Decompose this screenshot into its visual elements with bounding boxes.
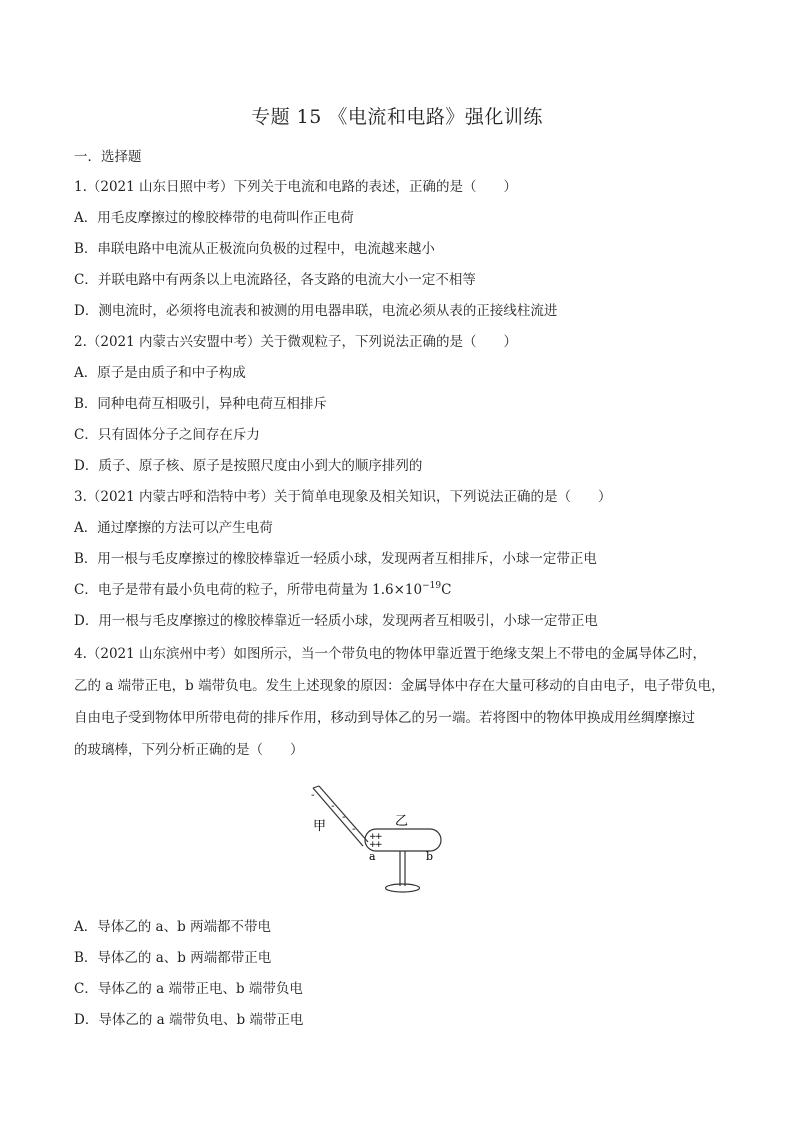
- charge-induction-diagram: [305, 784, 455, 899]
- q3-option-c-exponent: −19: [422, 581, 442, 591]
- rod-minus-2: -: [331, 801, 335, 812]
- q4-option-d: D．导体乙的 a 端带负电、b 端带正电: [74, 1012, 304, 1028]
- plus-3: +: [369, 840, 377, 850]
- label-jia: 甲: [313, 819, 327, 834]
- q3-option-c-text: C．电子是带有最小负电荷的粒子，所带电荷量为 1.6×10: [74, 582, 423, 598]
- plus-2: +: [375, 832, 383, 842]
- q1-option-a: A．用毛皮摩擦过的橡胶棒带的电荷叫作正电荷: [74, 210, 354, 226]
- q4-stem-line-3: 自由电子受到物体甲所带电荷的排斥作用，移动到导体乙的另一端。若将图中的物体甲换成用丝绸摩擦过: [74, 710, 695, 726]
- q3-option-c-unit: C: [441, 582, 452, 598]
- q2-option-a: A．原子是由质子和中子构成: [74, 365, 246, 381]
- q4-option-a: A．导体乙的 a、b 两端都不带电: [74, 919, 272, 935]
- label-b: b: [426, 850, 434, 863]
- rod-jia: [313, 786, 368, 846]
- q4-stem-line-1: 4.（2021 山东滨州中考）如图所示，当一个带负电的物体甲靠近置于绝缘支架上不带电的金属导体乙时，: [74, 646, 707, 662]
- page-title: 专题 15 《电流和电路》强化训练: [251, 106, 543, 128]
- q2-stem: 2.（2021 内蒙古兴安盟中考）关于微观粒子，下列说法正确的是（ ）: [74, 334, 518, 350]
- rod-minus-4: -: [352, 824, 356, 835]
- q1-option-b: B．串联电路中电流从正极流向负极的过程中，电流越来越小: [74, 241, 435, 257]
- q3-option-c: [74, 578, 451, 598]
- rod-minus-1: -: [311, 790, 315, 801]
- q1-stem: 1.（2021 山东日照中考）下列关于电流和电路的表述，正确的是（ ）: [74, 179, 518, 195]
- q1-option-c: C．并联电路中有两条以上电流路径，各支路的电流大小一定不相等: [74, 272, 476, 288]
- q3-option-d: D．用一根与毛皮摩擦过的橡胶棒靠近一轻质小球，发现两者互相吸引，小球一定带正电: [74, 613, 598, 629]
- q4-option-b: B．导体乙的 a、b 两端都带正电: [74, 950, 272, 966]
- q2-option-c: C．只有固体分子之间存在斥力: [74, 427, 260, 443]
- label-a: a: [369, 850, 376, 863]
- q4-stem-line-4: 的玻璃棒，下列分析正确的是（ ）: [74, 742, 304, 758]
- q1-option-d: D．测电流时，必须将电流表和被测的用电器串联，电流必须从表的正接线柱流进: [74, 303, 558, 319]
- section-heading: 一．选择题: [74, 149, 142, 165]
- q3-stem: 3.（2021 内蒙古呼和浩特中考）关于简单电现象及相关知识，下列说法正确的是（ ）: [74, 489, 612, 505]
- label-yi: 乙: [395, 814, 409, 829]
- q4-stem-line-2: 乙的 a 端带正电，b 端带负电。发生上述现象的原因：金属导体中存在大量可移动的自由电子，电子带负电，: [74, 678, 725, 694]
- insulating-stand: [386, 851, 420, 892]
- plus-4: +: [375, 840, 383, 850]
- q2-option-b: B．同种电荷互相吸引，异种电荷互相排斥: [74, 396, 327, 412]
- q4-option-c: C．导体乙的 a 端带正电、b 端带负电: [74, 981, 303, 997]
- q4-figure: [305, 784, 455, 899]
- rod-minus-3: -: [342, 812, 346, 823]
- q3-option-b: B．用一根与毛皮摩擦过的橡胶棒靠近一轻质小球，发现两者互相排斥，小球一定带正电: [74, 551, 597, 567]
- q3-option-a: A．通过摩擦的方法可以产生电荷: [74, 520, 273, 536]
- q2-option-d: D．质子、原子核、原子是按照尺度由小到大的顺序排列的: [74, 458, 423, 474]
- plus-1: +: [369, 832, 377, 842]
